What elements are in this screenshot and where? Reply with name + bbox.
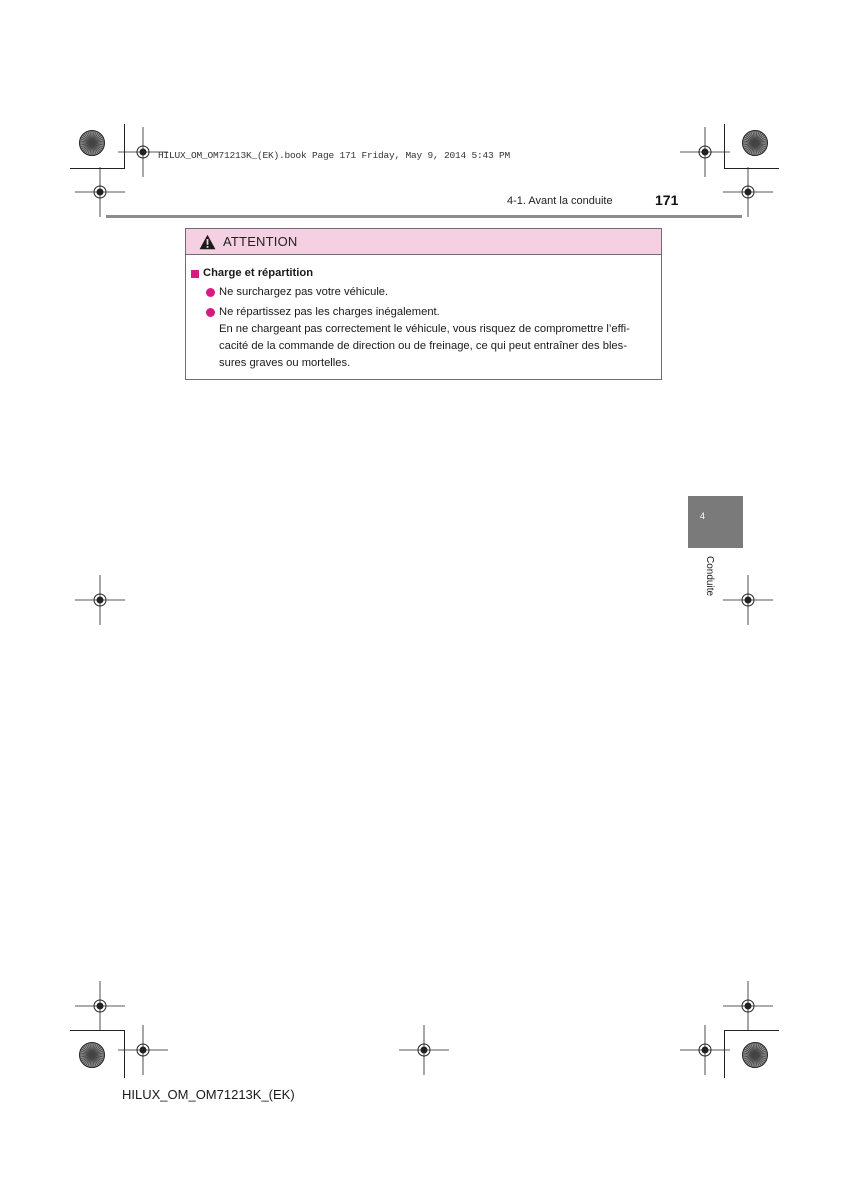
- bullet-icon: [206, 288, 215, 297]
- chapter-tab: [688, 496, 743, 548]
- list-item: [206, 304, 661, 372]
- attention-box: [185, 228, 662, 380]
- item-line: Ne surchargez pas votre véhicule.: [219, 286, 389, 298]
- crop-mark: [724, 1030, 725, 1078]
- book-print-info: HILUX_OM_OM71213K_(EK).book Page 171 Friday, May 9, 2014 5:43 PM: [158, 150, 511, 161]
- item-line: cacité de la commande de direction ou de freinage, ce qui peut entraîner des bles-: [219, 340, 627, 352]
- header-rule: [106, 215, 742, 218]
- crop-mark: [724, 124, 725, 169]
- registration-crosshair-icon: [75, 981, 125, 1031]
- list-item: [206, 284, 661, 301]
- crop-mark: [124, 124, 125, 169]
- registration-crosshair-icon: [75, 167, 125, 217]
- crop-mark: [70, 1030, 125, 1031]
- heading-text: Charge et répartition: [203, 267, 314, 279]
- registration-crosshair-icon: [680, 1025, 730, 1075]
- crop-mark: [124, 1030, 125, 1078]
- square-bullet-icon: [191, 270, 199, 278]
- page-number: 171: [655, 192, 679, 208]
- crop-mark: [70, 168, 125, 169]
- registration-crosshair-icon: [723, 575, 773, 625]
- item-line: Ne répartissez pas les charges inégalement.: [219, 306, 440, 318]
- crop-mark: [724, 168, 779, 169]
- registration-crosshair-icon: [75, 575, 125, 625]
- section-label: 4-1. Avant la conduite: [507, 195, 613, 207]
- crop-mark: [724, 1030, 779, 1031]
- item-line: sures graves ou mortelles.: [219, 357, 351, 369]
- registration-starburst-icon: [730, 118, 780, 168]
- bullet-icon: [206, 308, 215, 317]
- attention-header: [186, 229, 661, 255]
- attention-title: ATTENTION: [223, 234, 298, 249]
- registration-starburst-icon: [730, 1030, 780, 1080]
- attention-body: [186, 255, 661, 372]
- chapter-number: 4: [700, 511, 706, 521]
- registration-crosshair-icon: [723, 167, 773, 217]
- registration-crosshair-icon: [723, 981, 773, 1031]
- registration-crosshair-icon: [118, 127, 168, 177]
- warning-triangle-icon: [199, 234, 216, 250]
- section-heading: [191, 265, 661, 282]
- item-line: En ne chargeant pas correctement le véhicule, vous risquez de compromettre l’effi-: [219, 323, 630, 335]
- registration-starburst-icon: [67, 118, 117, 168]
- registration-crosshair-icon: [118, 1025, 168, 1075]
- chapter-name: Conduite: [704, 556, 715, 597]
- registration-crosshair-icon: [399, 1025, 449, 1075]
- document-code: HILUX_OM_OM71213K_(EK): [122, 1087, 295, 1102]
- registration-starburst-icon: [67, 1030, 117, 1080]
